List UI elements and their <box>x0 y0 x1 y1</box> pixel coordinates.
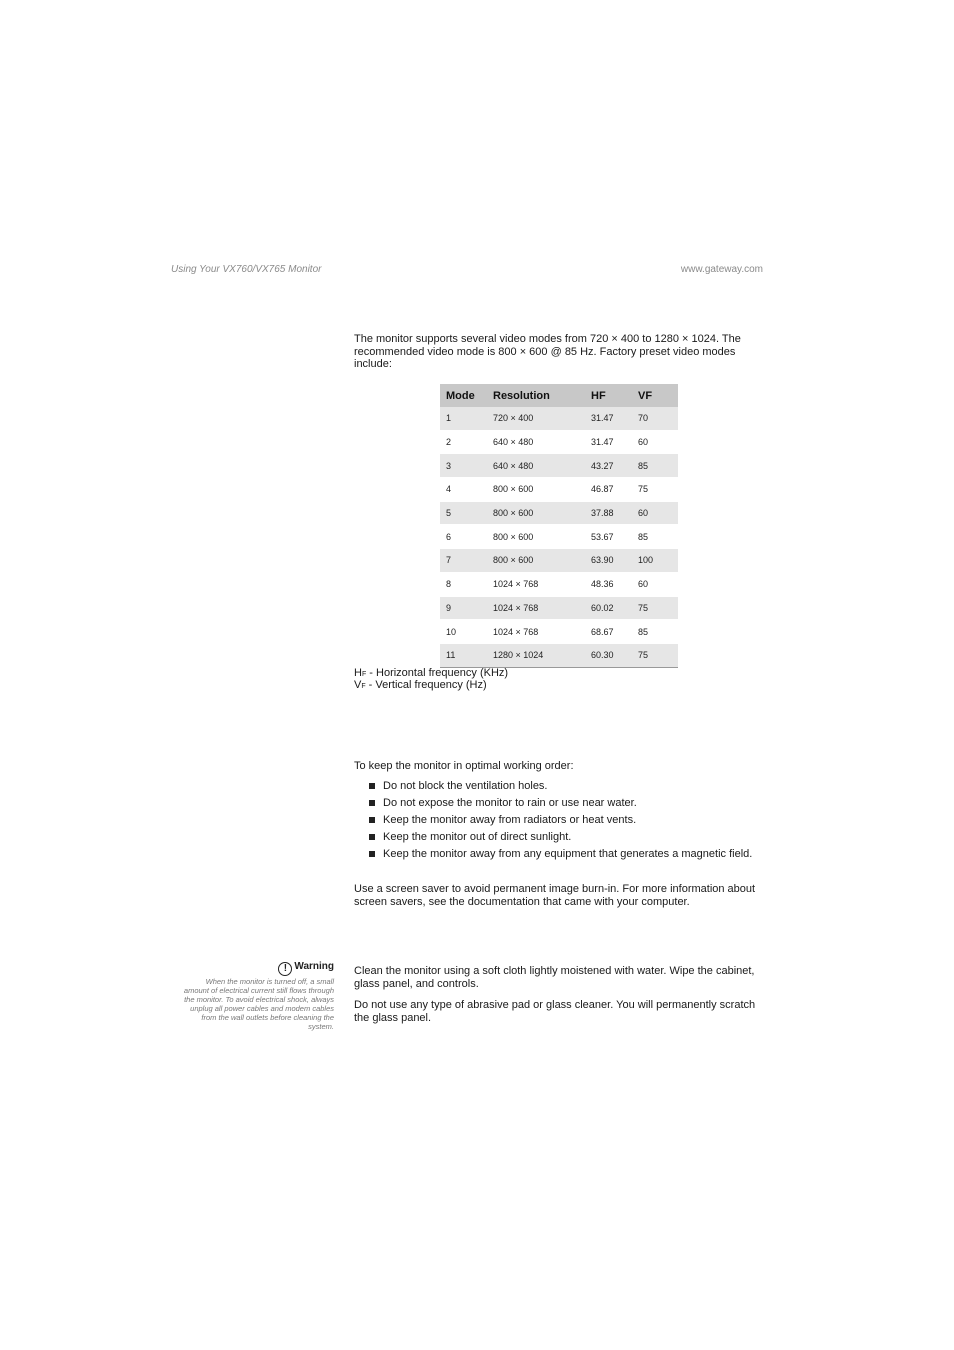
table-row <box>440 407 678 430</box>
cell-resolution: 800 × 600 <box>487 478 585 502</box>
cell-vf: 100 <box>632 549 678 573</box>
cell-mode: 1 <box>440 407 487 430</box>
running-header-title: Using Your VX760/VX765 Monitor <box>171 264 322 275</box>
legend-vf-letter: V <box>354 679 362 691</box>
tip-text: Do not block the ventilation holes. <box>383 780 548 792</box>
cleaning-paragraph-1: Clean the monitor using a soft cloth lightly moistened with water. Wipe the cabinet, glass panel, and controls. <box>354 965 755 990</box>
cell-vf: 70 <box>632 407 678 430</box>
cell-hf: 63.90 <box>585 549 632 573</box>
square-bullet-icon <box>369 817 375 823</box>
cell-mode: 2 <box>440 430 487 454</box>
cell-hf: 68.67 <box>585 620 632 644</box>
cell-hf: 37.88 <box>585 501 632 525</box>
cell-mode: 10 <box>440 620 487 644</box>
table-row <box>440 525 678 549</box>
legend-vf <box>354 679 487 693</box>
cell-mode: 7 <box>440 549 487 573</box>
table-row <box>440 549 678 573</box>
square-bullet-icon <box>369 834 375 840</box>
video-modes-table <box>440 384 678 668</box>
cell-mode: 11 <box>440 643 487 667</box>
square-bullet-icon <box>369 851 375 857</box>
cell-resolution: 800 × 600 <box>487 525 585 549</box>
cell-vf: 85 <box>632 454 678 478</box>
cell-resolution: 1024 × 768 <box>487 572 585 596</box>
screensaver-note: Use a screen saver to avoid permanent image burn-in. For more information about screen savers, see the documentation that came with your computer. <box>354 883 756 908</box>
cell-vf: 75 <box>632 478 678 502</box>
cell-mode: 9 <box>440 596 487 620</box>
legend-vf-subscript: F <box>361 683 366 690</box>
cell-resolution: 1280 × 1024 <box>487 643 585 667</box>
cell-hf: 46.87 <box>585 478 632 502</box>
column-header-mode: Mode <box>440 384 487 407</box>
table-row <box>440 643 678 667</box>
warning-exclamation-icon: ! <box>278 962 292 976</box>
cell-mode: 6 <box>440 525 487 549</box>
column-header-hf: HF <box>585 384 632 407</box>
table-row <box>440 596 678 620</box>
table-header-row <box>440 384 678 407</box>
cell-hf: 31.47 <box>585 430 632 454</box>
care-tips-list <box>369 780 761 865</box>
list-item <box>369 848 761 861</box>
table-row <box>440 430 678 454</box>
cell-mode: 4 <box>440 478 487 502</box>
cell-resolution: 640 × 480 <box>487 430 585 454</box>
list-item <box>369 831 761 844</box>
warning-text: When the monitor is turned off, a small amount of electrical current still flows through the monitor. To avoid electrical shock, always unplug all power cables and modem cables from the wall outlets before cleaning the system. <box>183 977 334 1031</box>
square-bullet-icon <box>369 800 375 806</box>
table-row <box>440 572 678 596</box>
column-header-vf: VF <box>632 384 678 407</box>
cell-vf: 60 <box>632 430 678 454</box>
cell-vf: 85 <box>632 525 678 549</box>
list-item <box>369 814 761 827</box>
warning-sidebar <box>180 961 334 1031</box>
warning-title: Warning <box>294 961 334 972</box>
square-bullet-icon <box>369 783 375 789</box>
cell-vf: 75 <box>632 643 678 667</box>
cleaning-paragraph-2: Do not use any type of abrasive pad or glass cleaner. You will permanently scratch the glass panel. <box>354 999 756 1024</box>
cell-resolution: 1024 × 768 <box>487 596 585 620</box>
cell-resolution: 1024 × 768 <box>487 620 585 644</box>
list-item <box>369 797 761 810</box>
cell-resolution: 800 × 600 <box>487 501 585 525</box>
legend-vf-text: - Vertical frequency (Hz) <box>365 679 487 691</box>
warning-heading <box>180 961 334 976</box>
cell-vf: 60 <box>632 501 678 525</box>
tip-text: Keep the monitor away from any equipment that generates a magnetic field. <box>383 848 753 860</box>
cell-hf: 53.67 <box>585 525 632 549</box>
table-row <box>440 501 678 525</box>
legend-hf-subscript: F <box>361 671 367 678</box>
cell-vf: 75 <box>632 596 678 620</box>
tip-text: Do not expose the monitor to rain or use near water. <box>383 797 637 809</box>
cell-resolution: 720 × 400 <box>487 407 585 430</box>
cell-mode: 8 <box>440 572 487 596</box>
cell-resolution: 800 × 600 <box>487 549 585 573</box>
cell-vf: 60 <box>632 572 678 596</box>
table-row <box>440 454 678 478</box>
cell-hf: 60.30 <box>585 643 632 667</box>
cell-mode: 5 <box>440 501 487 525</box>
cell-vf: 85 <box>632 620 678 644</box>
table-row <box>440 478 678 502</box>
cell-hf: 60.02 <box>585 596 632 620</box>
cell-hf: 31.47 <box>585 407 632 430</box>
table-row <box>440 620 678 644</box>
care-intro: To keep the monitor in optimal working order: <box>354 760 574 772</box>
list-item <box>369 780 761 793</box>
column-header-resolution: Resolution <box>487 384 585 407</box>
cell-resolution: 640 × 480 <box>487 454 585 478</box>
cell-mode: 3 <box>440 454 487 478</box>
cell-hf: 48.36 <box>585 572 632 596</box>
legend-hf-text: - Horizontal frequency (KHz) <box>366 667 509 679</box>
video-modes-intro: The monitor supports several video modes from 720 × 400 to 1280 × 1024. The recommended video mode is 800 × 600 @ 85 Hz. Factory preset video modes include: <box>354 333 741 370</box>
running-header-url: www.gateway.com <box>680 264 763 275</box>
cell-hf: 43.27 <box>585 454 632 478</box>
tip-text: Keep the monitor away from radiators or heat vents. <box>383 814 637 826</box>
legend-hf-letter: H <box>354 667 362 679</box>
tip-text: Keep the monitor out of direct sunlight. <box>383 831 572 843</box>
